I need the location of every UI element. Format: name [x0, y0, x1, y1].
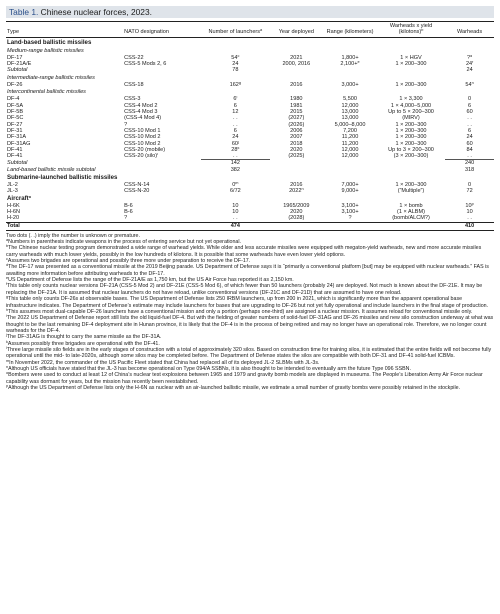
cell-text: 2016 [290, 81, 303, 88]
cell-text: B-6 [124, 209, 133, 216]
cell-text: CSS-10 Mod 2 [124, 140, 161, 147]
table-row [6, 153, 494, 160]
cell-text: 3,000+ [341, 81, 359, 88]
cell-text: 1 × 200–300 [395, 127, 427, 134]
footnote-text: This assumes most dual-capable DF-26 launchers have a conventional mission and only a portion (perhaps one-third) are assigned a nuclear mission. It assumes reload for conventional missile only. [8, 308, 473, 315]
cell-text: 12 [232, 109, 239, 116]
table-cell [123, 153, 201, 160]
cell-text: 10 [466, 209, 473, 216]
cell-text: (2025) [288, 153, 305, 160]
table-cell [201, 153, 269, 160]
column-header [6, 22, 123, 38]
cell-text: 0 [232, 181, 236, 188]
footnote-text: This table only counts nuclear versions DF-21A (CSS-5 Mod 2) and DF-21E (CSS-5 Mod 6), of which fewer than 50 launchers (probably 24) are deployed. Not much is known about the DF-21E. It may be replacing the DF-21A. It is assumed that nuclear launchers do not have reload, unlike conventional versions (DF-21C and DF-21D) that are assumed to have one reload. [6, 283, 483, 296]
cell-text: 1 × 4,000–5,000 [390, 102, 432, 109]
cell-text: 2018 [290, 140, 303, 147]
cell-text: (1 × ALBM) [397, 209, 425, 216]
cell-text: B-6 [124, 202, 133, 209]
cell-text: H-6K [7, 202, 20, 209]
column-header [377, 22, 445, 38]
footnote-marker: c [237, 54, 240, 58]
footnote-marker: f [472, 61, 474, 65]
cell-text: (2026) [288, 121, 305, 128]
footnote-marker: a [6, 238, 9, 243]
footnote [6, 245, 494, 258]
cell-text: 2022 [289, 187, 302, 194]
section-heading [6, 194, 494, 203]
column-header [445, 22, 494, 38]
cell-text: 1 × 200–300 [395, 181, 427, 188]
footnote-text: Two dots (. .) imply the number is unknown or premature. [6, 232, 140, 239]
header-row [6, 22, 494, 38]
cell-text: . . [467, 121, 472, 128]
footnote-marker: e [6, 276, 9, 281]
footnote-text: Bombers were used to conduct at least 12 of China’s nuclear test explosions between 1965 and 1979 and gravity bomb models are displayed in museums. The People’s Liberation Army Air Force nuclear capability was dormant for years, but the mission has recently been reestablished. [6, 372, 483, 385]
cell-text: 3,100+ [341, 202, 359, 209]
cell-text: 2021 [290, 54, 303, 61]
table-header [6, 22, 494, 38]
subsection-heading [6, 74, 494, 82]
cell-text: 6 [233, 127, 237, 134]
cell-text: . . [233, 121, 238, 128]
table-cell [201, 222, 269, 230]
footnote-marker: b [6, 244, 9, 249]
section-heading-row [6, 194, 494, 203]
footnote-marker: l [157, 153, 158, 157]
cell-text: 2020 [290, 146, 303, 153]
column-header-text: Range (kilometers) [326, 29, 374, 36]
footnote-marker: o [6, 371, 9, 376]
cell-text: 60 [231, 140, 238, 147]
cell-text: 410 [464, 222, 475, 229]
cell-text: 24 [466, 67, 473, 74]
cell-text: 6 [233, 102, 237, 109]
footnote-marker: j [238, 140, 239, 144]
cell-text: 1 × 200–300 [395, 61, 427, 68]
cell-text: 1,800+ [341, 54, 359, 61]
cell-text: 5,500 [343, 96, 357, 103]
footnote-text: Assumes possibly three brigades are operational with the DF-41. [7, 340, 160, 347]
footnote [6, 315, 494, 334]
footnote-marker: i [236, 96, 238, 100]
cell-text: 10 [232, 202, 239, 209]
cell-text: . . [233, 153, 238, 160]
column-header-text: Warheads [457, 29, 483, 36]
footnote-text: Three large missile silo fields are in the early stages of construction with a total of approximately 320 silos. Based on construction time for training silos, it is estimated that the entire fields will not become fully operational until the mid- to late-2020s, although some silos may be completed before. The Department of Defense states the silos are compatible with both DF-31 and DF-41 solid-fuel ICBMs. [6, 346, 492, 360]
cell-text: CSS-18 [124, 81, 144, 88]
cell-text: 2006 [290, 127, 303, 134]
table-cell [377, 215, 445, 222]
table-cell [270, 215, 324, 222]
table-cell [323, 222, 377, 230]
column-header-text: Type [7, 29, 20, 36]
cell-text: 1980 [290, 96, 303, 103]
cell-text: DF-41 [7, 146, 23, 153]
cell-text: 54 [231, 54, 238, 61]
column-header-text: NATO designation [124, 29, 169, 36]
table-cell [123, 215, 201, 222]
heading-text: Submarine-launched ballistic missiles [7, 174, 118, 182]
table-caption [6, 6, 494, 18]
cell-text: DF-17 [7, 54, 23, 61]
cell-text: 0 [468, 181, 472, 188]
cell-text: 2020 [290, 209, 303, 216]
cell-text: 5,000–8,000 [334, 121, 366, 128]
footnote-marker: h [471, 81, 474, 85]
footnote-marker: e [357, 61, 360, 65]
cell-text: ? [466, 54, 471, 61]
cell-text: 2015 [290, 109, 303, 116]
footnote [6, 372, 494, 385]
cell-text: JL-2 [7, 181, 18, 188]
footnote-text: Although the US Department of Defense lists only the H-6N as nuclear with an air-launched ballistic missile, we estimate a small number of gravity bombs were possibly retained in the stockpile. [8, 384, 461, 391]
cell-text: DF-31AG [7, 140, 31, 147]
cell-text: 240 [464, 160, 475, 167]
footnote-text: The DF-17 was presented as a conventional missile at the 2019 Beijing parade. US Department of Defense says it is “primarily a conventional platform [but] may be equipped with nuclear warheads.” FAS is awaiting more information before attributing warheads to the DF-17. [6, 264, 489, 277]
subsection-heading [6, 47, 494, 55]
table-cell [6, 222, 123, 230]
table-footnotes [6, 233, 494, 392]
cell-text: 13,000 [341, 115, 359, 122]
cell-text: Subtotal [7, 67, 28, 74]
table-cell [6, 160, 123, 167]
table-cell [270, 153, 324, 160]
footnote-marker: a [260, 28, 263, 33]
cell-text: (MIRV) [402, 115, 420, 122]
table-cell [445, 222, 494, 230]
cell-text: 7,200 [343, 127, 357, 134]
section-heading-row [6, 173, 494, 182]
subsection-heading-row [6, 74, 494, 82]
cell-text: ? [348, 215, 352, 222]
column-header [323, 22, 377, 38]
heading-text: Intermediate-range ballistic missiles [7, 74, 95, 81]
cell-text: DF-41 [7, 153, 23, 160]
table-cell [377, 160, 445, 167]
footnote-text: This table only counts DF-26s at observable bases. The US Department of Defense lists 250 IRBM launchers, up from 200 in 2021, which is significantly more than the apparent operational base infrastructure indicates. The Department of Defense’s estimate may include launchers for bases that are upgrading to DF-26 but not yet fully operational and include launchers in the final stage of production. [6, 296, 489, 309]
cell-text: DF-5B [7, 109, 24, 116]
heading-text: Land-based ballistic missiles [7, 39, 92, 47]
cell-text: CSS-3 [124, 96, 141, 103]
cell-text: 1 × 200–300 [395, 121, 427, 128]
footnote [6, 347, 494, 360]
cell-text: 2,100+ [340, 61, 358, 68]
footnote-marker: n [6, 364, 9, 369]
footnote-marker: g [6, 295, 9, 300]
footnote-marker: i [6, 314, 7, 319]
section-heading-row [6, 38, 494, 47]
cell-text: CSS-22 [124, 54, 144, 61]
cell-text: 1965/2009 [283, 202, 310, 209]
cell-text: 54 [465, 81, 472, 88]
table-cell [323, 160, 377, 167]
cell-text: 6 [233, 96, 237, 103]
footnote-text: Assumes two brigades are operational and possibly three more under preparation to receive the DF-17. [7, 258, 251, 265]
cell-text: Land-based ballistic missile subtotal [7, 166, 96, 173]
table-cell [323, 153, 377, 160]
table-cell [6, 153, 123, 160]
column-header-text: Number of launchers [208, 29, 261, 36]
footnote-marker: d [470, 54, 473, 58]
cell-text: 0 [468, 96, 472, 103]
cell-text: DF-5A [7, 102, 24, 109]
footnote-text: US Department of Defense lists the range of the DF-21A/E as 1,750 km, but the US Air Force has reported it as 2,150 km. [8, 277, 294, 284]
cell-text: 7,000+ [341, 181, 359, 188]
cell-text: 1 × 3,300 [399, 96, 423, 103]
cell-text: 60 [466, 140, 473, 147]
cell-text: 1 × 200–300 [395, 81, 427, 88]
cell-text: CSS-4 Mod 2 [124, 102, 158, 109]
table-row [6, 215, 494, 222]
table-cell [123, 160, 201, 167]
subsection-heading [6, 88, 494, 96]
footnote [6, 283, 494, 296]
cell-text: 24 [232, 134, 239, 141]
cell-text: 6 [468, 127, 472, 134]
section-heading [6, 173, 494, 182]
cell-text: 1981 [290, 102, 303, 109]
footnote-marker: h [6, 307, 9, 312]
footnote-text: The 2022 US Department of Defense report still lists the old liquid-fuel DF-4. But with the fielding of greater numbers of solid-fuel DF-31AG and DF-26 missiles and new silo construction underway at what was thought to be the last remaining DF-4 deployment site in Hunan province, it is likely that the DF-4 is in the process of being retired and may no longer have an operational role. Therefore, we no longer count warheads for the DF-4. [6, 315, 494, 334]
cell-text: 11,200 [341, 140, 359, 147]
table-cell [201, 215, 269, 222]
footnote-marker: c [6, 257, 8, 262]
cell-text: 6/72 [229, 187, 241, 194]
cell-text: . . [467, 115, 472, 122]
footnote-marker: m [6, 358, 10, 363]
cell-text: Total [7, 222, 20, 229]
cell-text: 1 × HGV [400, 54, 422, 61]
cell-text: CSS-N-20 [124, 187, 150, 194]
cell-text: DF-4 [7, 96, 20, 103]
cell-text: 11,200 [341, 134, 359, 141]
footnote [6, 385, 494, 391]
cell-text: 24 [465, 61, 473, 68]
table-cell [377, 222, 445, 230]
cell-text: Subtotal [7, 159, 28, 166]
footnote-text: The DF-31AG is thought to carry the same missile as the DF-31A. [6, 334, 162, 341]
cell-text: Up to 5 × 200–300 [388, 109, 434, 116]
cell-text: 9,000+ [341, 187, 359, 194]
cell-text: DF-27 [7, 121, 23, 128]
footnote-marker: j [6, 333, 7, 338]
cell-text: ? [124, 215, 128, 222]
cell-text: 6 [468, 102, 472, 109]
heading-text: Aircraft [7, 195, 29, 203]
cell-text: 24 [466, 134, 473, 141]
cell-text: CSS-10 Mod 2 [124, 134, 161, 141]
cell-text: (CSS-4 Mod 4) [124, 115, 162, 122]
cell-text: 2016 [290, 181, 303, 188]
cell-text: 2000, 2016 [282, 61, 311, 68]
cell-text: H-20 [7, 215, 20, 222]
footnote-marker: m [235, 181, 239, 185]
table-cell [201, 160, 269, 167]
cell-text: 84 [466, 146, 473, 153]
table-cell [445, 160, 494, 167]
cell-text: 162 [229, 81, 239, 88]
column-header [201, 22, 269, 38]
cell-text: 3,100+ [341, 209, 359, 216]
footnote-marker: l [6, 345, 7, 350]
footnote [6, 264, 494, 277]
cell-text: CSS-10 Mod 1 [124, 127, 161, 134]
cell-text: H-6N [7, 209, 20, 216]
subsection-heading-row [6, 47, 494, 55]
cell-text: (bomb/ALCM?) [392, 215, 430, 222]
cell-text: DF-5C [7, 115, 24, 122]
cell-text: 24 [232, 61, 239, 68]
table-label: Table 1. [9, 7, 39, 17]
cell-text: 1 × bomb [399, 202, 423, 209]
nuclear-forces-table [6, 21, 494, 231]
footnote-marker: g [238, 81, 242, 85]
footnote-text: In November 2022, the commander of the US Pacific Fleet stated that China had replaced all of its deployed JL-2 SLBMs with JL-3s. [9, 359, 320, 366]
cell-text: . . [467, 153, 472, 160]
cell-text: (2027) [288, 115, 305, 122]
cell-text: JL-3 [7, 187, 18, 194]
column-header-text: Warheads x yield (kilotons) [389, 23, 433, 36]
table-cell [6, 215, 123, 222]
footnote-text: Numbers in parenthesis indicate weapons in the process of entering service but not yet operational. [8, 239, 242, 246]
table-row [6, 160, 494, 167]
footnote-marker: f [6, 282, 8, 287]
cell-text: . . [467, 215, 472, 222]
cell-text: CSS-20 (silo) [124, 153, 158, 160]
cell-text: DF-31A [7, 134, 27, 141]
cell-text: 72 [466, 187, 473, 194]
cell-text: CSS-5 Mods 2, 6 [124, 61, 167, 68]
cell-text: CSS-N-14 [124, 181, 150, 188]
footnote-marker: k [237, 146, 240, 150]
cell-text: DF-26 [7, 81, 23, 88]
table-cell [323, 215, 377, 222]
cell-text: CSS-20 (mobile) [124, 146, 166, 153]
cell-text: 28 [231, 146, 238, 153]
cell-text: 382 [230, 166, 240, 173]
cell-text: 12,000 [341, 102, 359, 109]
table-title: Chinese nuclear forces, 2023. [40, 7, 152, 17]
column-header [270, 22, 324, 38]
table-cell [123, 222, 201, 230]
cell-text: . . [233, 115, 238, 122]
total-row [6, 222, 494, 230]
table-cell [270, 222, 324, 230]
footnote-marker: o [28, 195, 32, 200]
cell-text: 13,000 [341, 109, 359, 116]
footnote-text: The Chinese nuclear testing program demonstrated a wide range of warhead yields. While older and less accurate missiles were equipped with megaton-yield warheads, new and more accurate missiles carry warheads with much lower yields, possibly in the low hundreds of kilotons. It is possible that some warheads have even lower yield options. [6, 245, 482, 258]
table-body [6, 38, 494, 231]
cell-text: 2007 [290, 134, 303, 141]
footnote [6, 296, 494, 309]
cell-text: ? [124, 121, 128, 128]
footnote-marker: b [421, 28, 424, 33]
cell-text: 1 × 200–300 [395, 134, 427, 141]
cell-text: DF-31 [7, 127, 23, 134]
cell-text: DF-21A/E [7, 61, 32, 68]
cell-text: CSS-4 Mod 3 [124, 109, 158, 116]
cell-text: 12,000 [341, 146, 359, 153]
cell-text: 1 × 200–300 [395, 140, 427, 147]
table-cell [377, 153, 445, 160]
footnote-marker: n [301, 187, 304, 191]
table-cell [270, 160, 324, 167]
cell-text: 474 [230, 222, 240, 229]
footnote-marker: p [471, 202, 474, 206]
cell-text: 60 [466, 109, 473, 116]
footnote-marker: d [6, 263, 9, 268]
section-heading [6, 38, 494, 47]
cell-text: 142 [230, 160, 240, 167]
cell-text: 10 [232, 209, 239, 216]
table-cell [445, 215, 494, 222]
cell-text: (3 × 200–300) [393, 153, 429, 160]
cell-text: 318 [464, 166, 475, 173]
cell-text: 12,000 [341, 153, 359, 160]
footnote-marker: k [6, 339, 8, 344]
column-header [123, 22, 201, 38]
footnote-marker: p [6, 383, 9, 388]
column-header-text: Year deployed [278, 29, 314, 36]
subsection-heading-row [6, 88, 494, 96]
cell-text: . . [233, 215, 238, 222]
table-cell [445, 153, 494, 160]
cell-text: (“Multiple”) [397, 187, 425, 194]
cell-text: 10 [465, 202, 472, 209]
cell-text: (2028) [288, 215, 305, 222]
cell-text: Up to 3 × 200–300 [388, 146, 434, 153]
heading-text: Medium-range ballistic missiles [7, 47, 84, 54]
heading-text: Intercontinental ballistic missiles [7, 89, 86, 96]
footnote-text: Although US officials have stated that the JL-3 has become operational on Type 094/A SSBNs, it is also thought to be intended to eventually arm the future Type 096 SSBN. [8, 365, 411, 372]
cell-text: 78 [232, 67, 239, 74]
